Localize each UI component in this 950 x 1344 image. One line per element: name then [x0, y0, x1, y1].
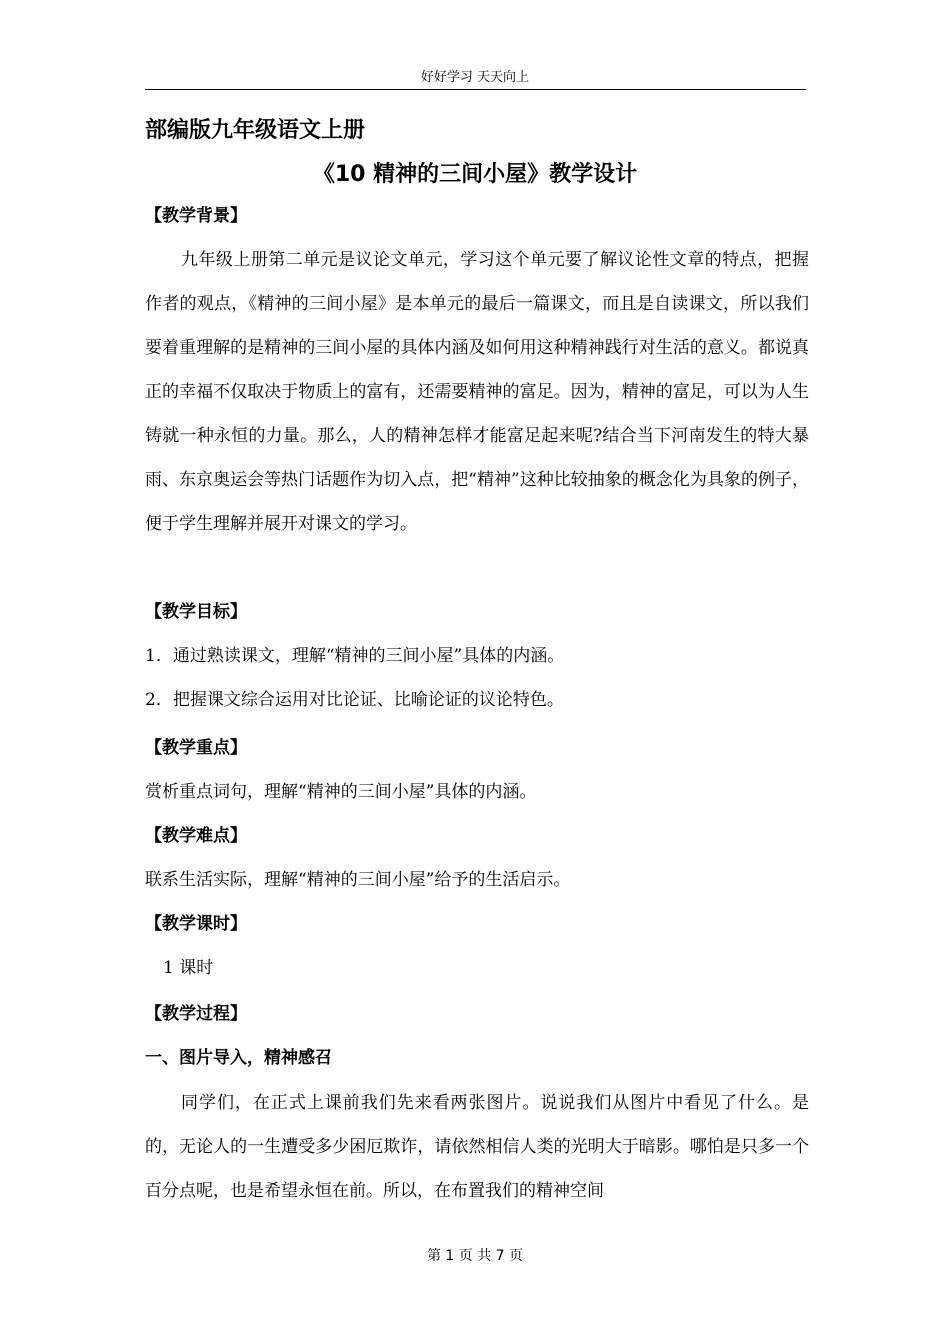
hours-text: 1 课时 — [163, 958, 214, 978]
heading-goals: 【教学目标】 — [145, 602, 247, 622]
goal-item-1: 1．通过熟读课文，理解“精神的三间小屋”具体的内涵。 — [145, 646, 565, 666]
paragraph-process-step1: 同学们，在正式上课前我们先来看两张图片。说说我们从图片中看见了什么。是的，无论人的一生遭受多少困厄欺诈，请依然相信人类的光明大于暗影。哪怕是只多一个百分点呢，也是希望永恒在前。所以，在布置我们的精神空间 — [145, 1093, 809, 1201]
difficulties-text: 联系生活实际，理解“精神的三间小屋”给予的生活启示。 — [145, 870, 571, 890]
header-rule — [145, 89, 806, 90]
heading-process: 【教学过程】 — [145, 1004, 247, 1024]
document-subtitle: 部编版九年级语文上册 — [145, 118, 366, 143]
key-points-text: 赏析重点词句，理解“精神的三间小屋”具体的内涵。 — [145, 782, 537, 802]
page-footer: 第 1 页 共 7 页 — [426, 1248, 524, 1264]
paragraph-background: 九年级上册第二单元是议论文单元，学习这个单元要了解议论性文章的特点，把握作者的观点，《精神的三间小屋》是本单元的最后一篇课文，而且是自读课文，所以我们要着重理解的是精神的三间小屋的具体内涵及如何用这种精神践行对生活的意义。都说真正的幸福不仅取决于物质上的富有，还需要精神的富足。因为，精神的富足，可以为人生铸就一种永恒的力量。那么，人的精神怎样才能富足起来呢?结合当下河南发生的特大暴雨、东京奥运会等热门话题作为切入点，把“精神”这种比较抽象的概念化为具象的例子，便于学生理解并展开对课文的学习。 — [145, 250, 809, 534]
goal-item-2: 2．把握课文综合运用对比论证、比喻论证的议论特色。 — [145, 690, 564, 710]
page-header: 好好学习 天天向上 — [420, 70, 530, 85]
heading-key-points: 【教学重点】 — [145, 738, 247, 758]
heading-background: 【教学背景】 — [145, 206, 247, 226]
heading-hours: 【教学课时】 — [145, 914, 247, 934]
document-title: 《10 精神的三间小屋》教学设计 — [312, 162, 638, 187]
process-step1-title: 一、图片导入，精神感召 — [145, 1048, 332, 1068]
heading-difficulties: 【教学难点】 — [145, 826, 247, 846]
